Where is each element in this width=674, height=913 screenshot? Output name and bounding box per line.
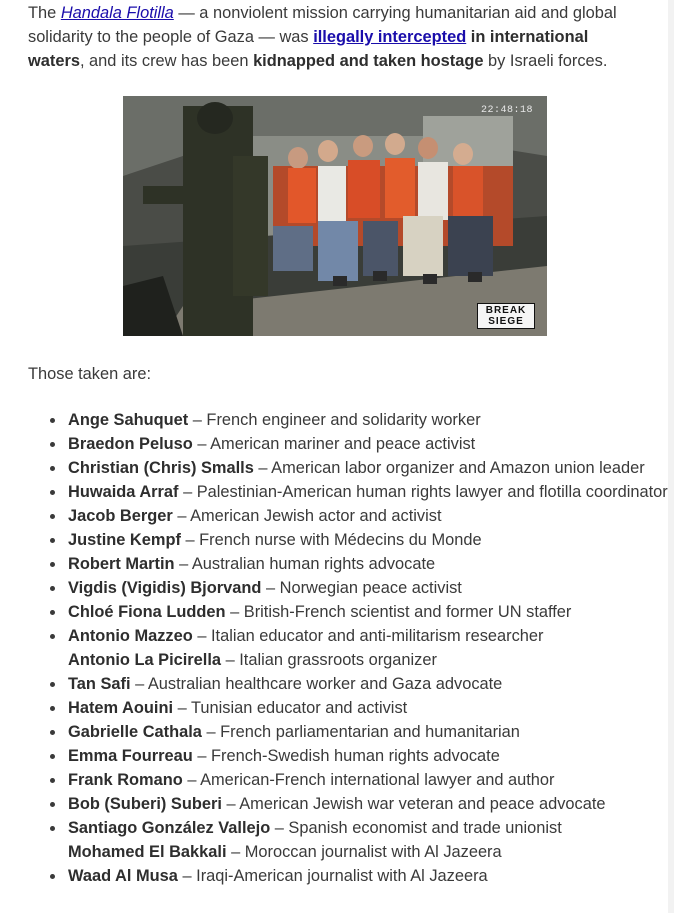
detainee-description: – Palestinian-American human rights lawyer and flotilla coordinator xyxy=(183,483,668,501)
bottom-fade xyxy=(0,891,674,913)
detainee-description: – Tunisian educator and activist xyxy=(177,699,408,717)
detainee-name: Christian (Chris) Smalls xyxy=(68,459,254,477)
detainee-list-item xyxy=(68,408,674,432)
detainee-description: – Italian grassroots organizer xyxy=(225,651,437,669)
detainee-description: – Iraqi-American journalist with Al Jazeera xyxy=(182,867,488,885)
logo-line-1: BREAK xyxy=(485,305,527,316)
detainee-description: – Spanish economist and trade unionist xyxy=(274,819,562,837)
detainee-list-item xyxy=(68,624,674,648)
detainee-name: Antonio Mazzeo xyxy=(68,627,193,645)
detainee-list-item xyxy=(68,672,674,696)
detainee-name: Justine Kempf xyxy=(68,531,181,549)
detainee-description: – Australian healthcare worker and Gaza advocate xyxy=(135,675,503,693)
detainee-name: Antonio La Picirella xyxy=(68,651,222,669)
detainee-list-item xyxy=(68,600,674,624)
detainee-description: – American Jewish war veteran and peace advocate xyxy=(226,795,606,813)
intro-text-1: — a nonviolent mission carrying humanitarian aid and global solidarity to the people of Gaza — was xyxy=(28,4,617,46)
detainee-list-item xyxy=(68,648,674,672)
detainee-description: – Australian human rights advocate xyxy=(179,555,436,573)
detainee-list xyxy=(28,408,674,888)
detainee-list-item xyxy=(68,720,674,744)
detainee-name: Chloé Fiona Ludden xyxy=(68,603,226,621)
detainee-name: Jacob Berger xyxy=(68,507,173,525)
illegally-intercepted-link[interactable]: illegally intercepted xyxy=(313,28,467,46)
detainee-list-item xyxy=(68,480,674,504)
intro-text-2: , and its crew has been xyxy=(79,52,249,70)
detainee-name: Ange Sahuquet xyxy=(68,411,189,429)
detainee-name: Braedon Peluso xyxy=(68,435,193,453)
detainee-list-item xyxy=(68,528,674,552)
detainee-name: Mohamed El Bakkali xyxy=(68,843,227,861)
detainee-name: Emma Fourreau xyxy=(68,747,193,765)
detainee-name: Hatem Aouini xyxy=(68,699,174,717)
intro-paragraph xyxy=(28,0,648,73)
those-taken-heading: Those taken are: xyxy=(28,365,152,383)
detainee-description: – Italian educator and anti-militarism researcher xyxy=(197,627,544,645)
detainee-list-item xyxy=(68,768,674,792)
intro-bold-kidnapped: kidnapped and taken hostage xyxy=(253,52,484,70)
detainee-description: – American mariner and peace activist xyxy=(197,435,476,453)
detainee-name: Huwaida Arraf xyxy=(68,483,179,501)
detainee-name: Tan Safi xyxy=(68,675,131,693)
intro-bold-international-waters: in international waters xyxy=(28,28,589,70)
detainee-name: Frank Romano xyxy=(68,771,183,789)
detainee-list-item xyxy=(68,696,674,720)
photo-scene xyxy=(123,96,547,336)
logo-line-2: SIEGE xyxy=(488,316,524,327)
interception-photo[interactable] xyxy=(123,96,547,336)
handala-flotilla-link[interactable]: Handala Flotilla xyxy=(60,4,174,22)
article-body xyxy=(28,0,668,885)
detainee-list-item xyxy=(68,504,674,528)
detainee-list-item xyxy=(68,864,674,888)
detainee-description: – American-French international lawyer and author xyxy=(187,771,555,789)
detainee-name: Bob (Suberi) Suberi xyxy=(68,795,222,813)
detainee-description: – French-Swedish human rights advocate xyxy=(197,747,500,765)
video-timestamp: 22:48:18 xyxy=(480,105,533,116)
detainee-list-item xyxy=(68,840,674,864)
detainee-description: – British-French scientist and former UN staffer xyxy=(230,603,572,621)
detainee-description: – Moroccan journalist with Al Jazeera xyxy=(231,843,502,861)
detainee-list-item xyxy=(68,744,674,768)
detainee-name: Gabrielle Cathala xyxy=(68,723,202,741)
intro-the: The xyxy=(28,4,57,22)
detainee-name: Vigdis (Vigidis) Bjorvand xyxy=(68,579,262,597)
detainee-list-item xyxy=(68,432,674,456)
detainee-name: Santiago González Vallejo xyxy=(68,819,271,837)
detainee-description: – French parliamentarian and humanitarian xyxy=(206,723,520,741)
break-the-siege-logo xyxy=(477,303,535,329)
detainee-description: – American Jewish actor and activist xyxy=(177,507,442,525)
detainee-name: Waad Al Musa xyxy=(68,867,178,885)
detainee-description: – French nurse with Médecins du Monde xyxy=(185,531,482,549)
detainee-name: Robert Martin xyxy=(68,555,175,573)
detainee-list-item xyxy=(68,816,674,840)
intro-text-3: by Israeli forces. xyxy=(488,52,608,70)
detainee-list-item xyxy=(68,456,674,480)
detainee-list-item xyxy=(68,576,674,600)
detainee-description: – Norwegian peace activist xyxy=(265,579,462,597)
detainee-list-item xyxy=(68,792,674,816)
detainee-list-item xyxy=(68,552,674,576)
scrollbar-track[interactable] xyxy=(668,0,674,913)
detainee-description: – French engineer and solidarity worker xyxy=(192,411,481,429)
detainee-description: – American labor organizer and Amazon union leader xyxy=(258,459,645,477)
